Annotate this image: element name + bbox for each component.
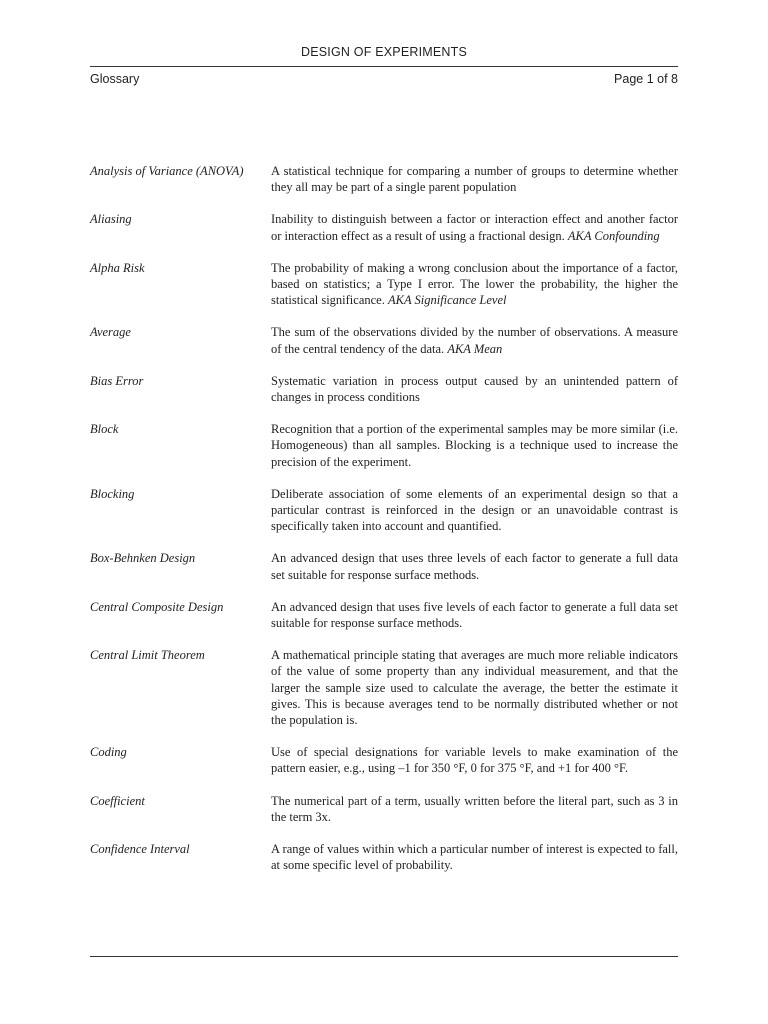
glossary-entry (90, 550, 678, 582)
glossary-term: Bias Error (90, 373, 144, 388)
definition-text: Deliberate association of some elements of an experimental design so that a particular contrast is reinforced in the design or an unavoidable contrast is specifically taken into account and quantified. (271, 486, 678, 534)
glossary-term: Box-Behnken Design (90, 551, 196, 566)
glossary-definition (271, 324, 678, 356)
definition-text: Use of special designations for variable levels to make examination of the pattern easier, e.g., using –1 for 350 °F, 0 for 375 °F, and +1 for 400 °F. (271, 745, 678, 776)
definition-text: The sum of the observations divided by the number of observations. A measure of the central tendency of the data. (271, 325, 678, 356)
footer-divider (90, 956, 678, 957)
glossary-definition (271, 744, 678, 776)
glossary-term: Coefficient (90, 793, 145, 808)
glossary-entry (90, 486, 678, 535)
glossary-entry (90, 421, 678, 470)
glossary-definition (271, 211, 678, 243)
glossary-term: Analysis of Variance (ANOVA) (90, 164, 244, 178)
glossary-term: Average (90, 325, 131, 340)
glossary-entry (90, 163, 678, 195)
glossary-list (90, 163, 678, 890)
glossary-term: Central Limit Theorem (90, 648, 205, 663)
glossary-entry (90, 324, 678, 356)
glossary-term: Coding (90, 745, 127, 760)
document-title: DESIGN OF EXPERIMENTS (300, 45, 468, 59)
glossary-definition (271, 260, 678, 309)
definition-text: A mathematical principle stating that averages are much more reliable indicators of the value of some property than any individual measurement, and that the larger the sample size used to calculate the average, the better the estimate it gives. This is because averages tend to be normally distributed whether or not the population is. (271, 648, 678, 728)
glossary-entry (90, 211, 678, 243)
glossary-entry (90, 647, 678, 728)
glossary-term: Alpha Risk (90, 260, 145, 275)
glossary-definition (271, 793, 678, 825)
aka-note: AKA Mean (447, 341, 503, 356)
definition-text: Systematic variation in process output caused by an unintended pattern of changes in process conditions (271, 373, 678, 405)
section-label: Glossary (90, 72, 140, 86)
glossary-definition (271, 550, 678, 582)
glossary-entry (90, 793, 678, 825)
glossary-entry (90, 744, 678, 776)
glossary-entry (90, 599, 678, 631)
definition-text: The numerical part of a term, usually written before the literal part, such as 3 in the term 3x. (271, 793, 678, 824)
glossary-definition (271, 163, 678, 195)
glossary-term: Block (90, 422, 119, 437)
glossary-definition (271, 841, 678, 873)
aka-note: AKA Significance Level (387, 293, 507, 308)
glossary-definition (271, 599, 678, 631)
definition-text: The probability of making a wrong conclusion about the importance of a factor, based on statistics; a Type I error. The lower the probability, the higher the statistical significance. (271, 260, 678, 308)
glossary-definition (271, 373, 678, 405)
glossary-entry (90, 841, 678, 873)
definition-text: A statistical technique for comparing a number of groups to determine whether they all may be part of a single parent population (271, 164, 678, 195)
glossary-definition (271, 486, 678, 535)
definition-text: Inability to distinguish between a factor or interaction effect and another factor or interaction effect as a result of using a fractional design. (271, 212, 678, 243)
definition-text: An advanced design that uses three levels of each factor to generate a full data set suitable for response surface methods. (271, 551, 678, 582)
glossary-term: Aliasing (90, 212, 132, 227)
definition-text: An advanced design that uses five levels of each factor to generate a full data set suitable for response surface methods. (271, 599, 678, 631)
glossary-term: Confidence Interval (90, 842, 190, 857)
header-divider (90, 66, 678, 67)
glossary-term: Central Composite Design (90, 599, 224, 614)
glossary-entry (90, 260, 678, 309)
glossary-term: Blocking (90, 486, 135, 501)
glossary-entry (90, 373, 678, 405)
glossary-definition (271, 647, 678, 728)
glossary-definition (271, 421, 678, 470)
definition-text: A range of values within which a particular number of interest is expected to fall, at some specific level of probability. (271, 842, 678, 873)
aka-note: AKA Confounding (567, 228, 660, 243)
definition-text: Recognition that a portion of the experimental samples may be more similar (i.e. Homogeneous) than all samples. Blocking is a technique used to increase the precision of the experiment. (271, 422, 678, 469)
page-number: Page 1 of 8 (614, 72, 678, 86)
